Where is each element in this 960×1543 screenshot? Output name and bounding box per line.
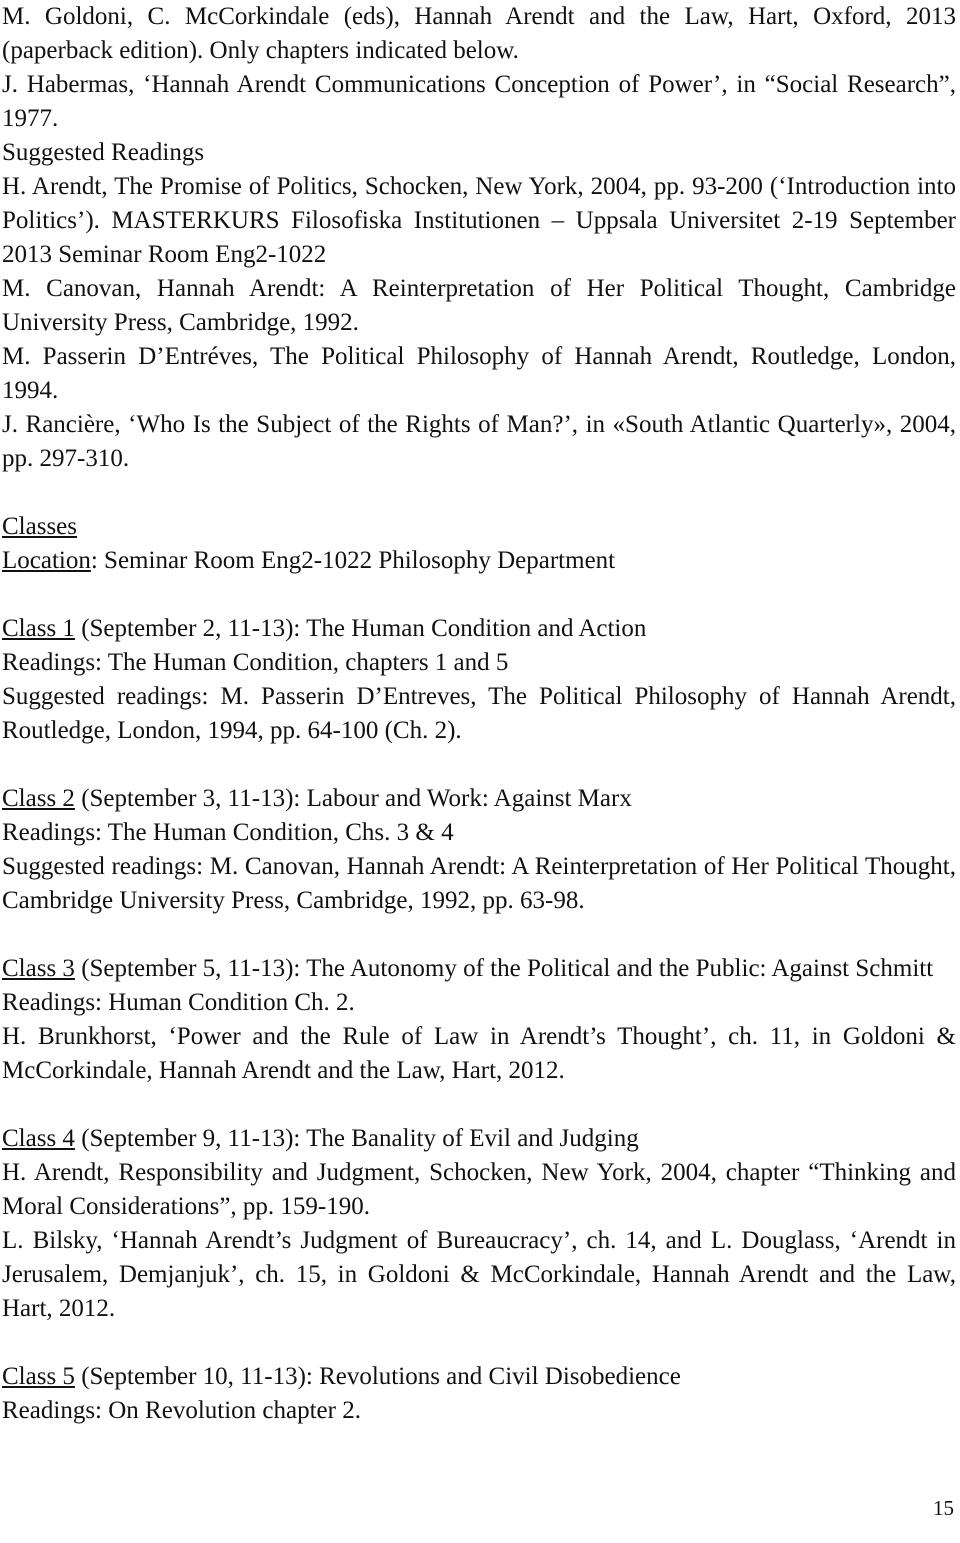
classes-heading: Classes (2, 513, 77, 540)
class-2-suggested: Suggested readings: M. Canovan, Hannah Arendt: A Reinterpretation of Her Political Thought, Cambridge University Press, Cambridge, 1992, pp. 63-98. (2, 853, 956, 914)
class-5-block (2, 1360, 956, 1428)
class-3-title: (September 5, 11-13): The Autonomy of the Political and the Public: Against Schmitt (74, 955, 934, 982)
location-label: Location (2, 547, 91, 574)
reference-canovan: M. Canovan, Hannah Arendt: A Reinterpretation of Her Political Thought, Cambridge University Press, Cambridge, 1992. (2, 275, 956, 336)
class-5-label: Class 5 (2, 1363, 75, 1390)
document-page (2, 0, 956, 1428)
class-1-title: (September 2, 11-13): The Human Condition and Action (74, 615, 647, 642)
class-1-label: Class 1 (2, 615, 75, 642)
class-2-block (2, 782, 956, 918)
class-4-bilsky: L. Bilsky, ‘Hannah Arendt’s Judgment of Bureaucracy’, ch. 14, and L. Douglass, ‘Arendt in Jerusalem, Demjanjuk’, ch. 15, in Goldoni & McCorkindale, Hannah Arendt and the Law, Hart, 2012. (2, 1227, 956, 1322)
class-5-title-line (2, 1360, 956, 1394)
class-2-title: (September 3, 11-13): Labour and Work: Against Marx (74, 785, 632, 812)
class-1-block (2, 612, 956, 748)
class-3-readings: Readings: Human Condition Ch. 2. (2, 989, 355, 1016)
location-line (2, 544, 956, 578)
class-4-title-line (2, 1122, 956, 1156)
reference-goldoni: M. Goldoni, C. McCorkindale (eds), Hannah Arendt and the Law, Hart, Oxford, 2013 (paperback edition). Only chapters indicated below. (2, 3, 956, 64)
reference-habermas: J. Habermas, ‘Hannah Arendt Communications Conception of Power’, in “Social Research”, 1977. (2, 71, 956, 132)
class-1-suggested: Suggested readings: M. Passerin D’Entreves, The Political Philosophy of Hannah Arendt, Routledge, London, 1994, pp. 64-100 (Ch. 2). (2, 683, 956, 744)
page-number: 15 (933, 1496, 954, 1520)
class-3-brunkhorst: H. Brunkhorst, ‘Power and the Rule of Law in Arendt’s Thought’, ch. 11, in Goldoni & McCorkindale, Hannah Arendt and the Law, Hart, 2012. (2, 1023, 956, 1084)
class-1-title-line (2, 612, 956, 646)
class-2-label: Class 2 (2, 785, 75, 812)
class-4-label: Class 4 (2, 1125, 75, 1152)
class-5-readings: Readings: On Revolution chapter 2. (2, 1397, 361, 1424)
class-5-title: (September 10, 11-13): Revolutions and Civil Disobedience (74, 1363, 681, 1390)
class-1-readings: Readings: The Human Condition, chapters 1 and 5 (2, 649, 509, 676)
class-2-readings: Readings: The Human Condition, Chs. 3 & 4 (2, 819, 454, 846)
location-text: : Seminar Room Eng2-1022 Philosophy Department (90, 547, 616, 574)
class-2-title-line (2, 782, 956, 816)
class-4-arendt: H. Arendt, Responsibility and Judgment, Schocken, New York, 2004, chapter “Thinking and Moral Considerations”, pp. 159-190. (2, 1159, 956, 1220)
reference-arendt-promise: H. Arendt, The Promise of Politics, Schocken, New York, 2004, pp. 93-200 (‘Introduction into Politics’). MASTERKURS Filosofiska Institutionen – Uppsala Universitet 2-19 September 2013 Seminar Room Eng2-1022 (2, 173, 956, 268)
class-3-block (2, 952, 956, 1088)
reference-ranciere: J. Rancière, ‘Who Is the Subject of the Rights of Man?’, in «South Atlantic Quarterly», 2004, pp. 297-310. (2, 411, 956, 472)
suggested-readings-heading: Suggested Readings (2, 139, 205, 166)
class-3-label: Class 3 (2, 955, 75, 982)
class-4-block (2, 1122, 956, 1326)
class-3-title-line (2, 952, 956, 986)
reference-passerin: M. Passerin D’Entréves, The Political Philosophy of Hannah Arendt, Routledge, London, 1994. (2, 343, 956, 404)
class-4-title: (September 9, 11-13): The Banality of Evil and Judging (74, 1125, 639, 1152)
